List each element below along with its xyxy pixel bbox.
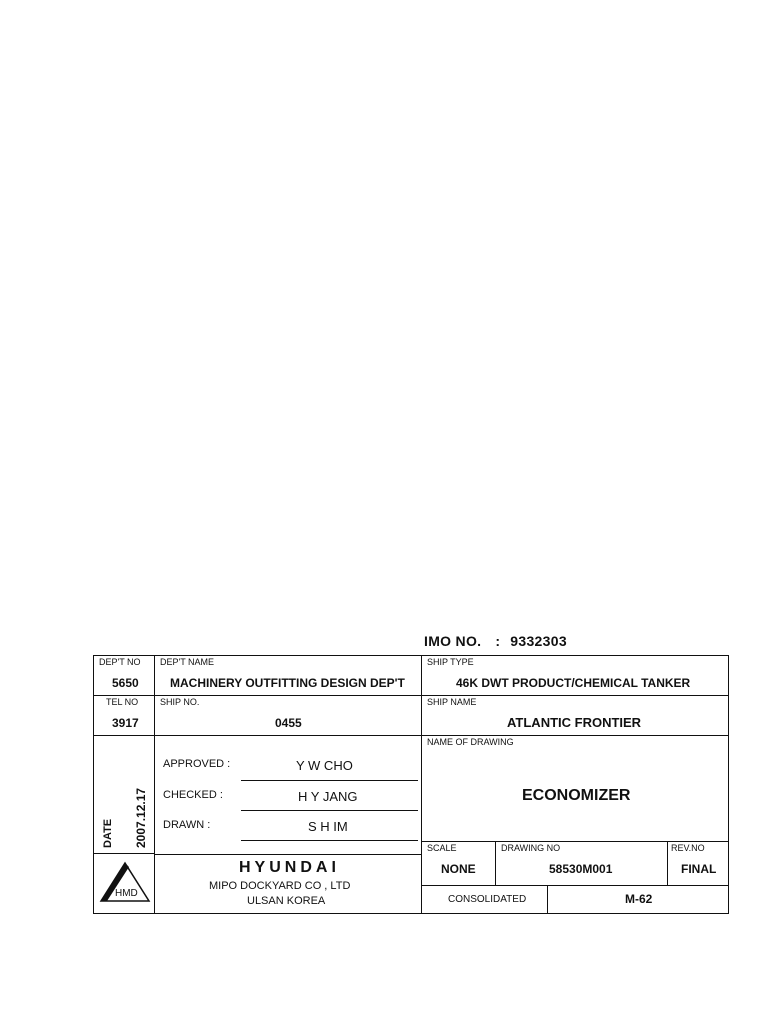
drawn-underline bbox=[241, 840, 418, 841]
drawn-value: S H IM bbox=[308, 819, 348, 834]
date-cell bbox=[94, 736, 155, 854]
rev-no-cell bbox=[668, 842, 728, 886]
dept-no-label: DEP'T NO bbox=[99, 657, 141, 667]
drawing-no-value: 58530M001 bbox=[549, 862, 613, 876]
scale-cell bbox=[422, 842, 496, 886]
company-line1: MIPO DOCKYARD CO , LTD bbox=[209, 880, 351, 892]
rev-no-value: FINAL bbox=[681, 862, 717, 876]
dept-name-value: MACHINERY OUTFITTING DESIGN DEP'T bbox=[170, 676, 405, 690]
consolidated-label: CONSOLIDATED bbox=[448, 894, 527, 905]
ship-type-cell bbox=[422, 656, 728, 696]
logo-cell bbox=[94, 854, 155, 913]
date-value: 2007.12.17 bbox=[134, 787, 148, 848]
drawing-name-value: ECONOMIZER bbox=[522, 787, 631, 804]
imo-value: 9332303 bbox=[510, 633, 567, 649]
imo-label: IMO NO. bbox=[424, 633, 482, 649]
ship-name-cell bbox=[422, 696, 728, 736]
signatures-cell bbox=[155, 736, 422, 854]
drawn-label: DRAWN : bbox=[163, 819, 211, 831]
scale-value: NONE bbox=[441, 862, 476, 876]
company-name: HYUNDAI bbox=[239, 859, 340, 876]
ship-no-cell bbox=[155, 696, 422, 736]
rev-no-label: REV.NO bbox=[671, 843, 705, 853]
consolidated-value: M-62 bbox=[625, 892, 653, 906]
title-block bbox=[93, 655, 729, 914]
approved-underline bbox=[241, 780, 418, 781]
imo-number-heading bbox=[424, 633, 567, 649]
checked-label: CHECKED : bbox=[163, 789, 223, 801]
tel-no-label: TEL NO bbox=[106, 697, 139, 707]
ship-no-value: 0455 bbox=[275, 716, 302, 730]
dept-name-cell bbox=[155, 656, 422, 696]
hmd-logo-text: HMD bbox=[115, 888, 138, 899]
drawing-name-label: NAME OF DRAWING bbox=[427, 737, 514, 747]
company-line2: ULSAN KOREA bbox=[247, 895, 326, 907]
ship-type-value: 46K DWT PRODUCT/CHEMICAL TANKER bbox=[456, 676, 691, 690]
dept-name-label: DEP'T NAME bbox=[160, 657, 215, 667]
ship-name-label: SHIP NAME bbox=[427, 697, 477, 707]
tel-no-cell bbox=[94, 696, 155, 736]
dept-no-value: 5650 bbox=[112, 676, 139, 690]
company-cell bbox=[155, 854, 422, 913]
dept-no-cell bbox=[94, 656, 155, 696]
ship-name-value: ATLANTIC FRONTIER bbox=[507, 715, 642, 730]
ship-no-label: SHIP NO. bbox=[160, 697, 200, 707]
consolidated-cell bbox=[422, 886, 548, 913]
checked-underline bbox=[241, 810, 418, 811]
imo-separator: : bbox=[495, 633, 501, 649]
date-label: DATE bbox=[102, 818, 114, 848]
drawing-no-label: DRAWING NO bbox=[501, 843, 561, 853]
ship-type-label: SHIP TYPE bbox=[427, 657, 474, 667]
tel-no-value: 3917 bbox=[112, 716, 139, 730]
checked-value: H Y JANG bbox=[298, 789, 358, 804]
scale-label: SCALE bbox=[427, 843, 457, 853]
drawing-no-cell bbox=[496, 842, 668, 886]
consolidated-value-cell bbox=[548, 886, 728, 913]
approved-label: APPROVED : bbox=[163, 758, 231, 770]
approved-value: Y W CHO bbox=[296, 758, 353, 773]
drawing-name-cell bbox=[422, 736, 728, 842]
